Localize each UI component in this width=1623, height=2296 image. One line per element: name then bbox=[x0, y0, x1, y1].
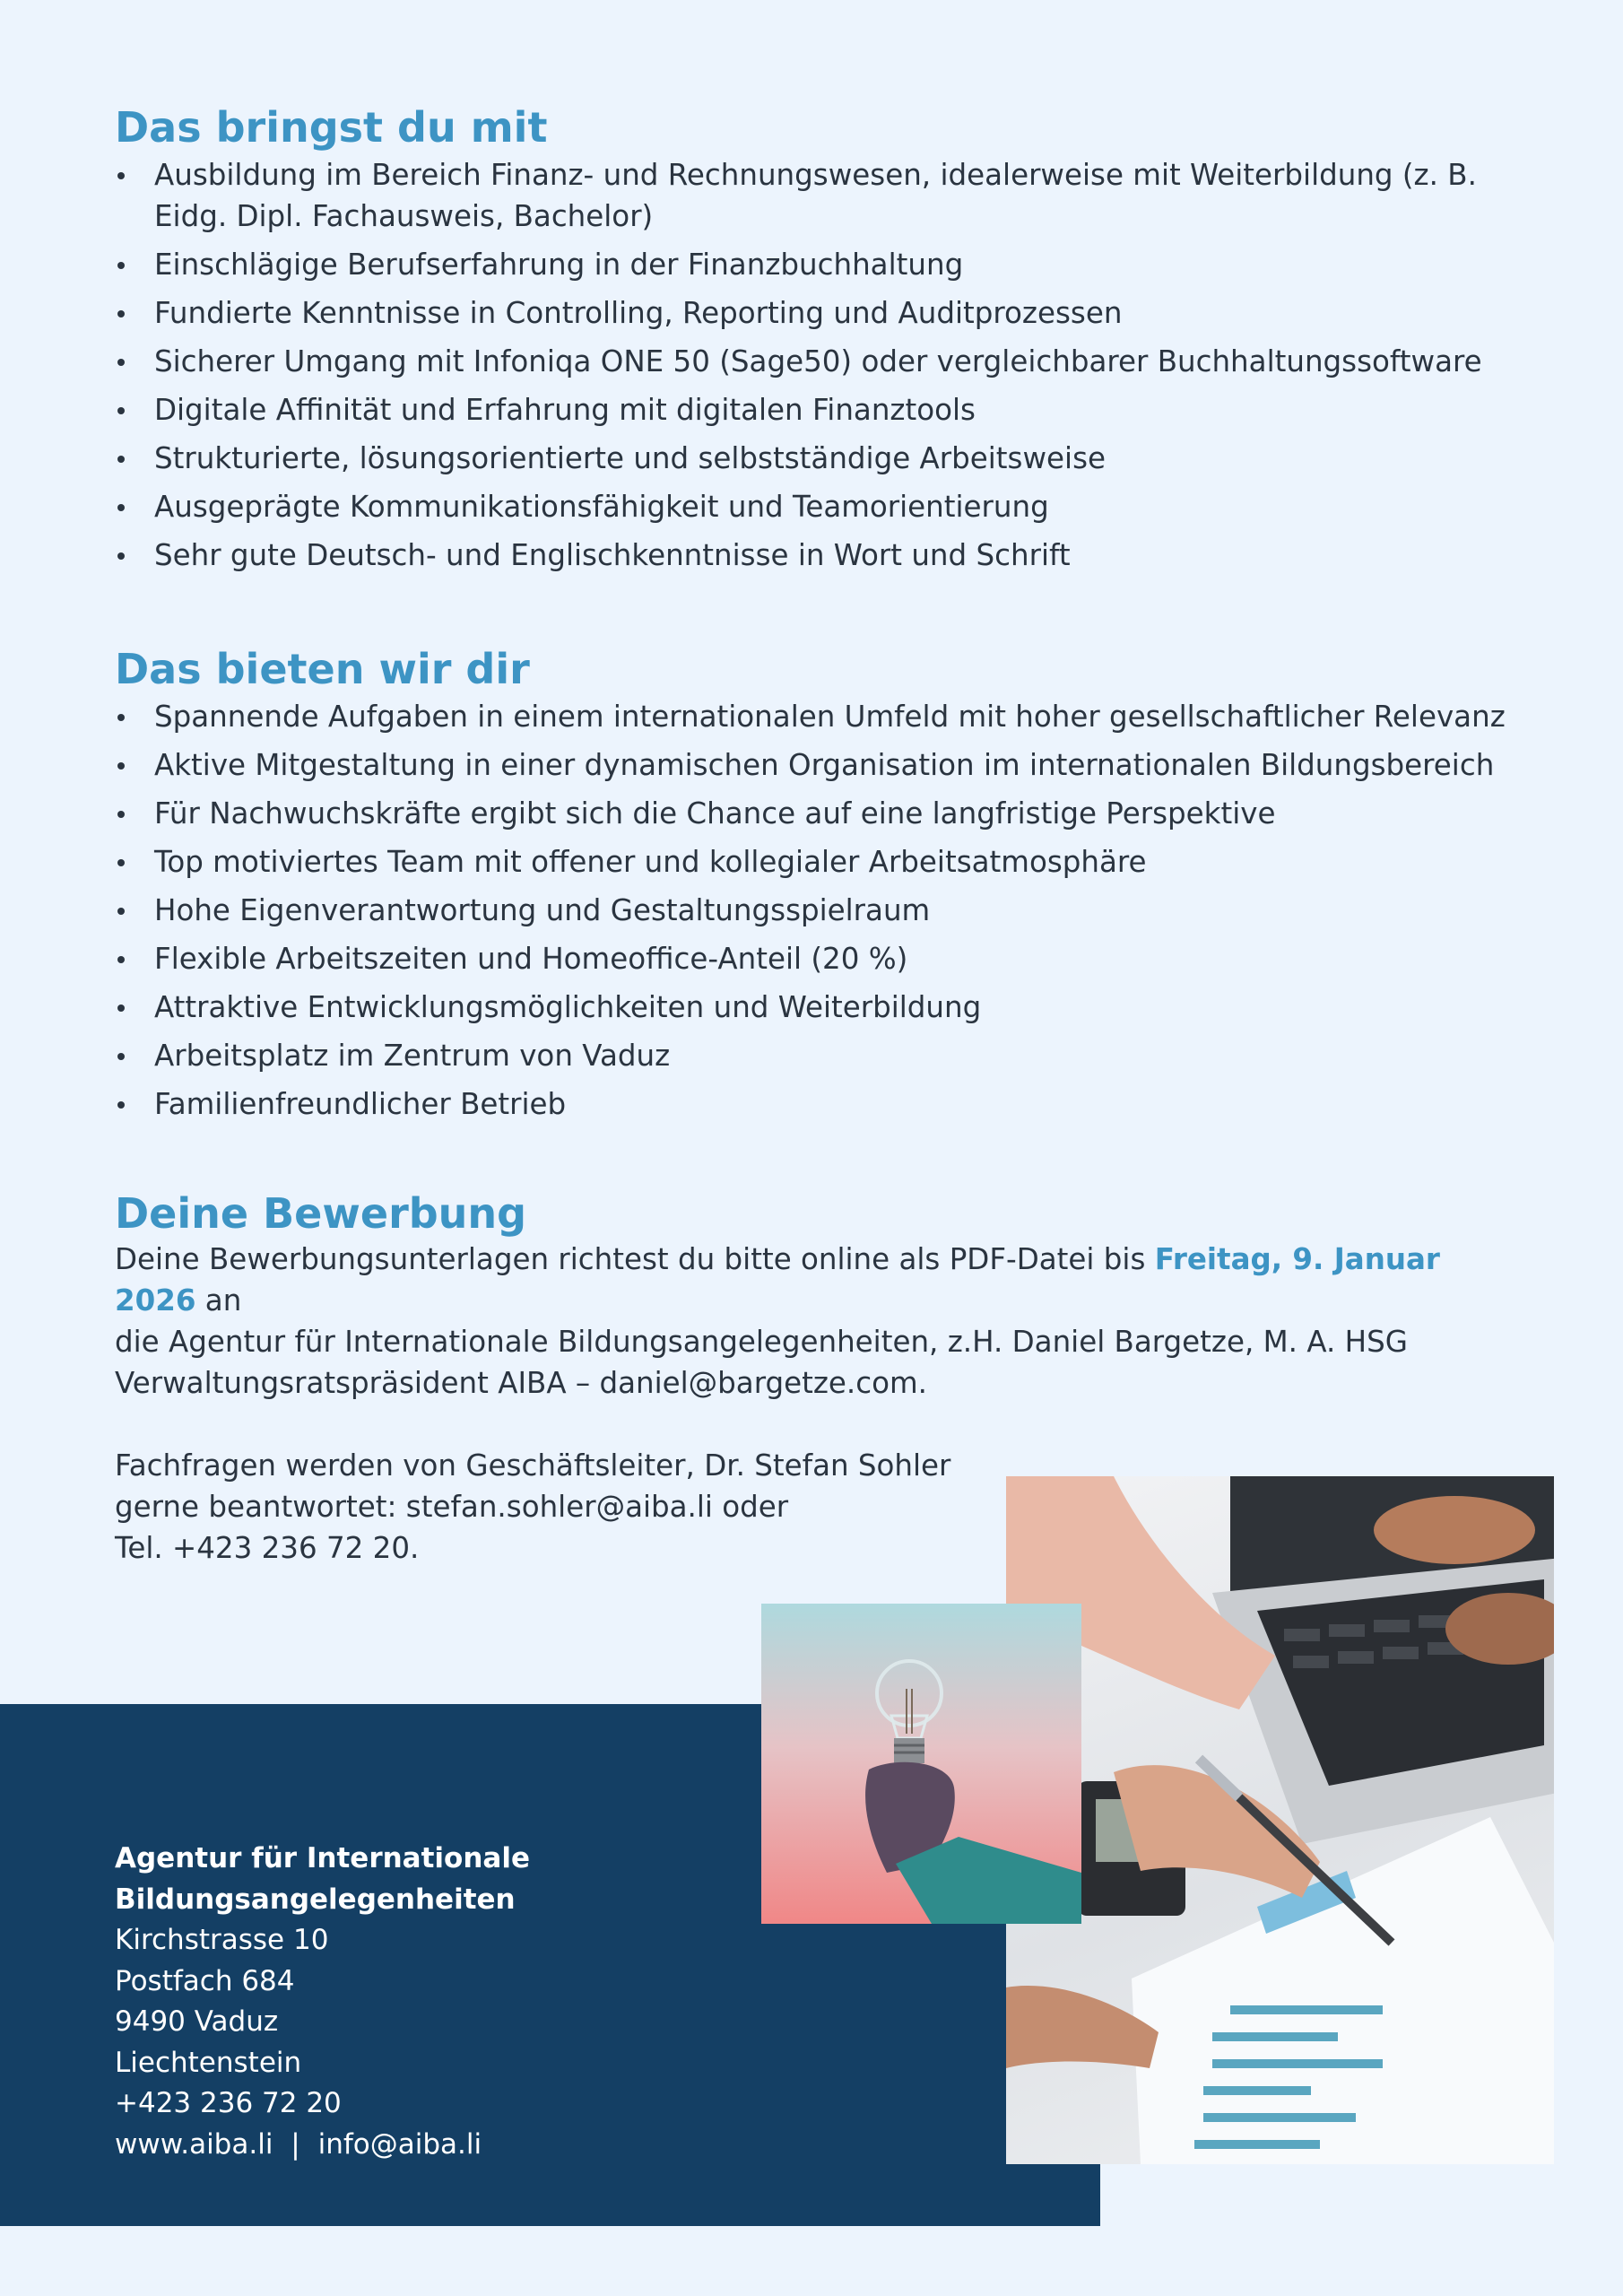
section-offer bbox=[115, 644, 1514, 1132]
link-separator: | bbox=[291, 2127, 300, 2161]
list-item: Attraktive Entwicklungsmöglichkeiten und Weiterbildung bbox=[115, 987, 1514, 1028]
list-item: Digitale Affinität und Erfahrung mit digitalen Finanztools bbox=[115, 389, 1514, 430]
list-item: Ausbildung im Bereich Finanz- und Rechnungswesen, idealerweise mit Weiterbildung (z. B. Eidg. Dipl. Fachausweis, Bachelor) bbox=[115, 154, 1514, 237]
section-heading-application: Deine Bewerbung bbox=[115, 1189, 527, 1238]
application-recipient: die Agentur für Internationale Bildungsangelegenheiten, z.H. Daniel Bargetze, M. A. HSG bbox=[115, 1325, 1408, 1359]
list-item: Einschlägige Berufserfahrung in der Finanzbuchhaltung bbox=[115, 244, 1514, 285]
lightbulb-photo bbox=[761, 1604, 1081, 1924]
org-name: Agentur für Internationale bbox=[115, 1842, 530, 1874]
finance-photo bbox=[1006, 1476, 1554, 2164]
list-item: Sehr gute Deutsch- und Englischkenntnisse in Wort und Schrift bbox=[115, 535, 1514, 576]
application-text bbox=[115, 1239, 1514, 1404]
footer-phone: +423 236 72 20 bbox=[115, 2087, 342, 2119]
application-intro: Deine Bewerbungsunterlagen richtest du bitte online als PDF-Datei bis bbox=[115, 1242, 1155, 1276]
list-item: Familienfreundlicher Betrieb bbox=[115, 1083, 1514, 1125]
footer-links bbox=[115, 2125, 530, 2166]
email-link[interactable]: info@aiba.li bbox=[317, 2127, 482, 2161]
contact-phone: Tel. +423 236 72 20. bbox=[115, 1531, 420, 1565]
deadline-highlight: Freitag, 9. Januar 2026 bbox=[115, 1242, 1440, 1318]
list-item: Top motiviertes Team mit offener und kollegialer Arbeitsatmosphäre bbox=[115, 841, 1514, 883]
org-name: Bildungsangelegenheiten bbox=[115, 1883, 516, 1916]
section-requirements bbox=[115, 102, 1514, 583]
list-item: Strukturierte, lösungsorientierte und selbstständige Arbeitsweise bbox=[115, 438, 1514, 479]
address-country: Liechtenstein bbox=[115, 2046, 302, 2079]
website-link[interactable]: www.aiba.li bbox=[115, 2127, 273, 2161]
list-item: Ausgeprägte Kommunikationsfähigkeit und Teamorientierung bbox=[115, 486, 1514, 527]
offer-list bbox=[115, 696, 1514, 1125]
list-item: Flexible Arbeitszeiten und Homeoffice-Anteil (20 %) bbox=[115, 938, 1514, 979]
finance-photo-illustration bbox=[1006, 1476, 1554, 2164]
footer-address bbox=[115, 1839, 530, 2165]
list-item: Für Nachwuchskräfte ergibt sich die Chance auf eine langfristige Perspektive bbox=[115, 793, 1514, 834]
section-heading-requirements: Das bringst du mit bbox=[115, 103, 548, 152]
address-pobox: Postfach 684 bbox=[115, 1964, 295, 1997]
list-item: Aktive Mitgestaltung in einer dynamischen Organisation im internationalen Bildungsbereich bbox=[115, 744, 1514, 786]
address-street: Kirchstrasse 10 bbox=[115, 1924, 329, 1956]
application-recipient-email: Verwaltungsratspräsident AIBA – daniel@bargetze.com. bbox=[115, 1366, 928, 1400]
contact-line: Fachfragen werden von Geschäftsleiter, Dr. Stefan Sohler bbox=[115, 1448, 951, 1483]
address-city: 9490 Vaduz bbox=[115, 2005, 279, 2038]
list-item: Arbeitsplatz im Zentrum von Vaduz bbox=[115, 1035, 1514, 1076]
list-item: Hohe Eigenverantwortung und Gestaltungsspielraum bbox=[115, 890, 1514, 931]
list-item: Sicherer Umgang mit Infoniqa ONE 50 (Sage50) oder vergleichbarer Buchhaltungssoftware bbox=[115, 341, 1514, 382]
application-intro-end: an bbox=[195, 1283, 242, 1318]
requirements-list bbox=[115, 154, 1514, 576]
list-item: Spannende Aufgaben in einem internationalen Umfeld mit hoher gesellschaftlicher Relevanz bbox=[115, 696, 1514, 737]
list-item: Fundierte Kenntnisse in Controlling, Reporting und Auditprozessen bbox=[115, 292, 1514, 334]
contact-line: gerne beantwortet: stefan.sohler@aiba.li oder bbox=[115, 1490, 789, 1524]
lightbulb-illustration bbox=[761, 1604, 1081, 1924]
section-heading-offer: Das bieten wir dir bbox=[115, 645, 530, 693]
